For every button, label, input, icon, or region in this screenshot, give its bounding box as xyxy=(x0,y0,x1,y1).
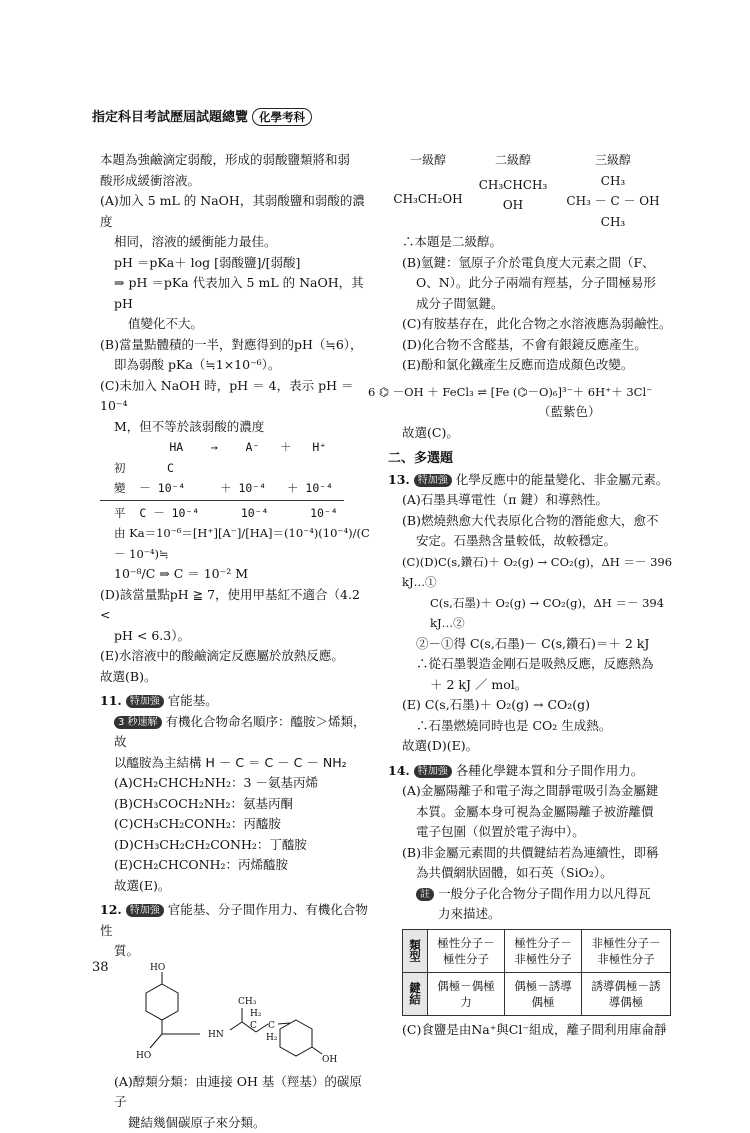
ka-result: 10⁻⁸/C ⇒ C ＝ 10⁻² M xyxy=(100,564,370,585)
option-d: (D)該當量點pH ≧ 7，使用甲基紅不適合（4.2 < xyxy=(100,585,370,626)
q14-option-a-cont: 本質。金屬本身可視為金屬陽離子被游離價 xyxy=(388,802,678,823)
q13-conclusion-cont: ＋ 2 kJ ／ mol。 xyxy=(388,675,678,696)
question-11 xyxy=(100,691,370,712)
q13-conclusion: ∴從石墨製造金剛石是吸熱反應，反應熱為 xyxy=(388,654,678,675)
q13-option-e: (E) C(s,石墨)＋ O₂(g) → CO₂(g) xyxy=(388,695,678,716)
option-c: (C)有胺基存在，此化合物之水溶液應為弱鹼性。 xyxy=(388,314,678,335)
table-cell: 誘導偶極－誘導偶極 xyxy=(582,972,671,1015)
option-e: (E)水溶液中的酸鹼滴定反應屬於放熱反應。 xyxy=(100,646,370,667)
question-number: 12. xyxy=(100,902,122,917)
ph-formula: pH ＝pKa＋ log [弱酸鹽]/[弱酸] xyxy=(100,253,370,274)
alcohol-head: 三級醇 xyxy=(558,150,668,171)
right-column xyxy=(388,150,678,1040)
page-number: 38 xyxy=(92,960,109,975)
table-cell: 極性分子－極性分子 xyxy=(428,929,505,972)
note xyxy=(388,884,678,905)
left-column xyxy=(100,150,370,1133)
option-d: (D)化合物不含醛基，不會有銀鏡反應產生。 xyxy=(388,335,678,356)
alcohol-head: 二級醇 xyxy=(468,150,558,171)
question-topic: 官能基、分子間作用力、有機化合物性 xyxy=(100,902,368,938)
ice-header: HA → A⁻ ＋ H⁺ xyxy=(100,437,370,458)
intro-line: 本題為強鹼滴定弱酸，形成的弱酸鹽類將和弱 xyxy=(100,150,370,171)
option-a-note-cont: 值變化不大。 xyxy=(100,314,370,335)
row-head: 鍵結 xyxy=(403,972,428,1015)
alcohol-formula: CH₃CH₂OH xyxy=(388,189,468,210)
alcohol-classes xyxy=(388,150,678,232)
question-13 xyxy=(388,470,678,491)
question-number: 11. xyxy=(100,693,122,708)
option-c-cont: M，但不等於該弱酸的濃度 xyxy=(100,417,370,438)
alcohol-secondary xyxy=(468,150,558,232)
ice-divider xyxy=(100,500,344,501)
hint-structure: 以醯胺為主結構 H － C ＝ C － C － NH₂ xyxy=(100,753,370,774)
q14-option-c: (C)食鹽是由Na⁺與Cl⁻組成，離子間利用庫侖靜 xyxy=(388,1020,678,1041)
q13-option-cd: (C)(D)C(s,鑽石)＋ O₂(g) → CO₂(g)，ΔH ＝－ 396 kJ…① xyxy=(388,552,678,593)
q13-option-a: (A)石墨具導電性（π 鍵）和導熱性。 xyxy=(388,490,678,511)
hint-line xyxy=(100,712,370,753)
ka-equation: 由 Ka＝10⁻⁶＝[H⁺][A⁻]/[HA]＝(10⁻⁴)(10⁻⁴)/(C － 10⁻⁴)≒ xyxy=(100,523,370,564)
struct-label: C xyxy=(250,1021,257,1031)
alcohol-formula: CH₃CHCH₃ xyxy=(468,175,558,196)
subject-tag: 化學考科 xyxy=(252,108,312,126)
struct-label: C xyxy=(268,1021,275,1031)
q13-equation: ②－①得 C(s,石墨)－ C(s,鑽石)＝＋ 2 kJ xyxy=(388,634,678,655)
struct-label: HO xyxy=(136,1051,151,1061)
struct-label: CH₃ xyxy=(238,997,257,1007)
q12-option-a: (A)醇類分類：由連接 OH 基（羥基）的碳原子 xyxy=(100,1072,370,1113)
q13-equation: C(s,石墨)＋ O₂(g) → CO₂(g)，ΔH ＝－ 394 kJ…② xyxy=(388,593,678,634)
q13-option-b: (B)燃燒熱愈大代表原化合物的潛能愈大，愈不 xyxy=(388,511,678,532)
table-cell: 偶極－誘導偶極 xyxy=(505,972,582,1015)
q14-option-b: (B)非金屬元素間的共價鍵結若為連續性，即稱 xyxy=(388,843,678,864)
question-number: 14. xyxy=(388,763,410,778)
quick-solve-badge: 3 秒速解 xyxy=(114,716,162,729)
note-text: 一般分子化合物分子間作用力以凡得瓦 xyxy=(438,886,651,901)
q11-option: (D)CH₃CH₂CH₂CONH₂：丁醯胺 xyxy=(100,835,370,856)
alcohol-ch3: CH₃ xyxy=(558,212,668,233)
phenol-reaction: 6 ⌬ －OH ＋ FeCl₃ ⇌ [Fe (⌬－O)₆]³⁻＋ 6H⁺＋ 3Cl⁻ xyxy=(368,382,678,403)
priority-badge: 特加強 xyxy=(126,904,164,917)
option-a: (A)加入 5 mL 的 NaOH，其弱酸鹽和弱酸的濃度 xyxy=(100,191,370,232)
answer: 故選(C)。 xyxy=(388,423,678,444)
q11-option: (B)CH₃COCH₂NH₂：氨基丙酮 xyxy=(100,794,370,815)
priority-badge: 特加強 xyxy=(414,474,452,487)
option-d-cont: pH < 6.3）。 xyxy=(100,626,370,647)
answer: 故選(E)。 xyxy=(100,876,370,897)
ice-row: 變 － 10⁻⁴ ＋ 10⁻⁴ ＋ 10⁻⁴ xyxy=(100,478,370,499)
option-b-cont: 即為弱酸 pKa（≒1×10⁻⁶）。 xyxy=(100,355,370,376)
option-e: (E)酚和氯化鐵產生反應而造成顏色改變。 xyxy=(388,355,678,376)
alcohol-tertiary xyxy=(558,150,668,232)
hint-text: 有機化合物命名順序：醯胺＞烯類，故 xyxy=(114,714,366,750)
intermolecular-table xyxy=(402,929,671,1016)
molecule-structure xyxy=(100,962,350,1072)
option-b-cont: 成分子間氫鍵。 xyxy=(388,294,678,315)
q13-option-b-cont: 安定。石墨熱含量較低，故較穩定。 xyxy=(388,531,678,552)
section-title: 二、多選題 xyxy=(388,449,678,470)
alcohol-formula: CH₃ － C － OH xyxy=(558,191,668,212)
ice-row: 初 C xyxy=(100,458,370,479)
question-12 xyxy=(100,900,370,941)
answer: 故選(B)。 xyxy=(100,667,370,688)
option-b: (B)當量點體積的一半，對應得到的pH（≒6）， xyxy=(100,335,370,356)
row-head: 類型 xyxy=(403,929,428,972)
answer: 故選(D)(E)。 xyxy=(388,736,678,757)
q13-option-e-cont: ∴石墨燃燒同時也是 CO₂ 生成熱。 xyxy=(388,716,678,737)
struct-label: H₂ xyxy=(250,1009,262,1019)
option-c: (C)未加入 NaOH 時，pH ＝ 4，表示 pH ＝10⁻⁴ xyxy=(100,376,370,417)
option-b: (B)氫鍵：氫原子介於電負度大元素之間（F、 xyxy=(388,253,678,274)
question-topic: 化學反應中的能量變化、非金屬元素。 xyxy=(456,472,669,487)
q11-option: (C)CH₃CH₂CONH₂：丙醯胺 xyxy=(100,814,370,835)
alcohol-primary xyxy=(388,150,468,232)
option-a-note: ⇒ pH ＝pKa 代表加入 5 mL 的 NaOH，其 pH xyxy=(100,273,370,314)
option-a-cont: 相同，溶液的緩衝能力最佳。 xyxy=(100,232,370,253)
struct-label: HO xyxy=(150,963,165,973)
ice-row: 平 C － 10⁻⁴ 10⁻⁴ 10⁻⁴ xyxy=(100,503,370,524)
question-14 xyxy=(388,761,678,782)
table-cell: 極性分子－非極性分子 xyxy=(505,929,582,972)
table-cell: 非極性分子－非極性分子 xyxy=(582,929,671,972)
note-text-cont: 力來描述。 xyxy=(388,904,678,925)
alcohol-head: 一級醇 xyxy=(388,150,468,171)
table-cell: 偶極－偶極力 xyxy=(428,972,505,1015)
priority-badge: 特加強 xyxy=(126,695,164,708)
struct-label: HN xyxy=(208,1030,224,1040)
priority-badge: 特加強 xyxy=(414,765,452,778)
page-header xyxy=(92,106,312,126)
question-topic-cont: 質。 xyxy=(100,941,370,962)
question-topic: 各種化學鍵本質和分子間作用力。 xyxy=(456,763,644,778)
q14-option-a-cont: 電子包圍（似置於電子海中）。 xyxy=(388,822,678,843)
question-topic: 官能基。 xyxy=(168,693,218,708)
q14-option-b-cont: 為共價網狀固體，如石英（SiO₂）。 xyxy=(388,863,678,884)
q12-option-a-cont: 鍵結幾個碳原子來分類。 xyxy=(100,1113,370,1133)
q14-option-a: (A)金屬陽離子和電子海之間靜電吸引為金屬鍵 xyxy=(388,781,678,802)
alcohol-ch3: CH₃ xyxy=(558,171,668,192)
note-badge: 註 xyxy=(416,888,434,901)
table-row xyxy=(403,972,671,1015)
reaction-color: （藍紫色） xyxy=(388,402,678,423)
struct-label: H₂ xyxy=(266,1033,278,1043)
question-number: 13. xyxy=(388,472,410,487)
q11-option: (A)CH₂CHCH₂NH₂：3 －氨基丙烯 xyxy=(100,773,370,794)
option-b-cont: O、N）。此分子兩端有羥基，分子間極易形 xyxy=(388,273,678,294)
conclusion: ∴本題是二級醇。 xyxy=(388,232,678,253)
book-title: 指定科目考試歷屆試題總覽 xyxy=(92,110,248,125)
alcohol-oh: OH xyxy=(468,195,558,216)
q11-option: (E)CH₂CHCONH₂：丙烯醯胺 xyxy=(100,855,370,876)
table-row xyxy=(403,929,671,972)
intro-line: 酸形成緩衝溶液。 xyxy=(100,171,370,192)
struct-label: OH xyxy=(322,1055,337,1065)
